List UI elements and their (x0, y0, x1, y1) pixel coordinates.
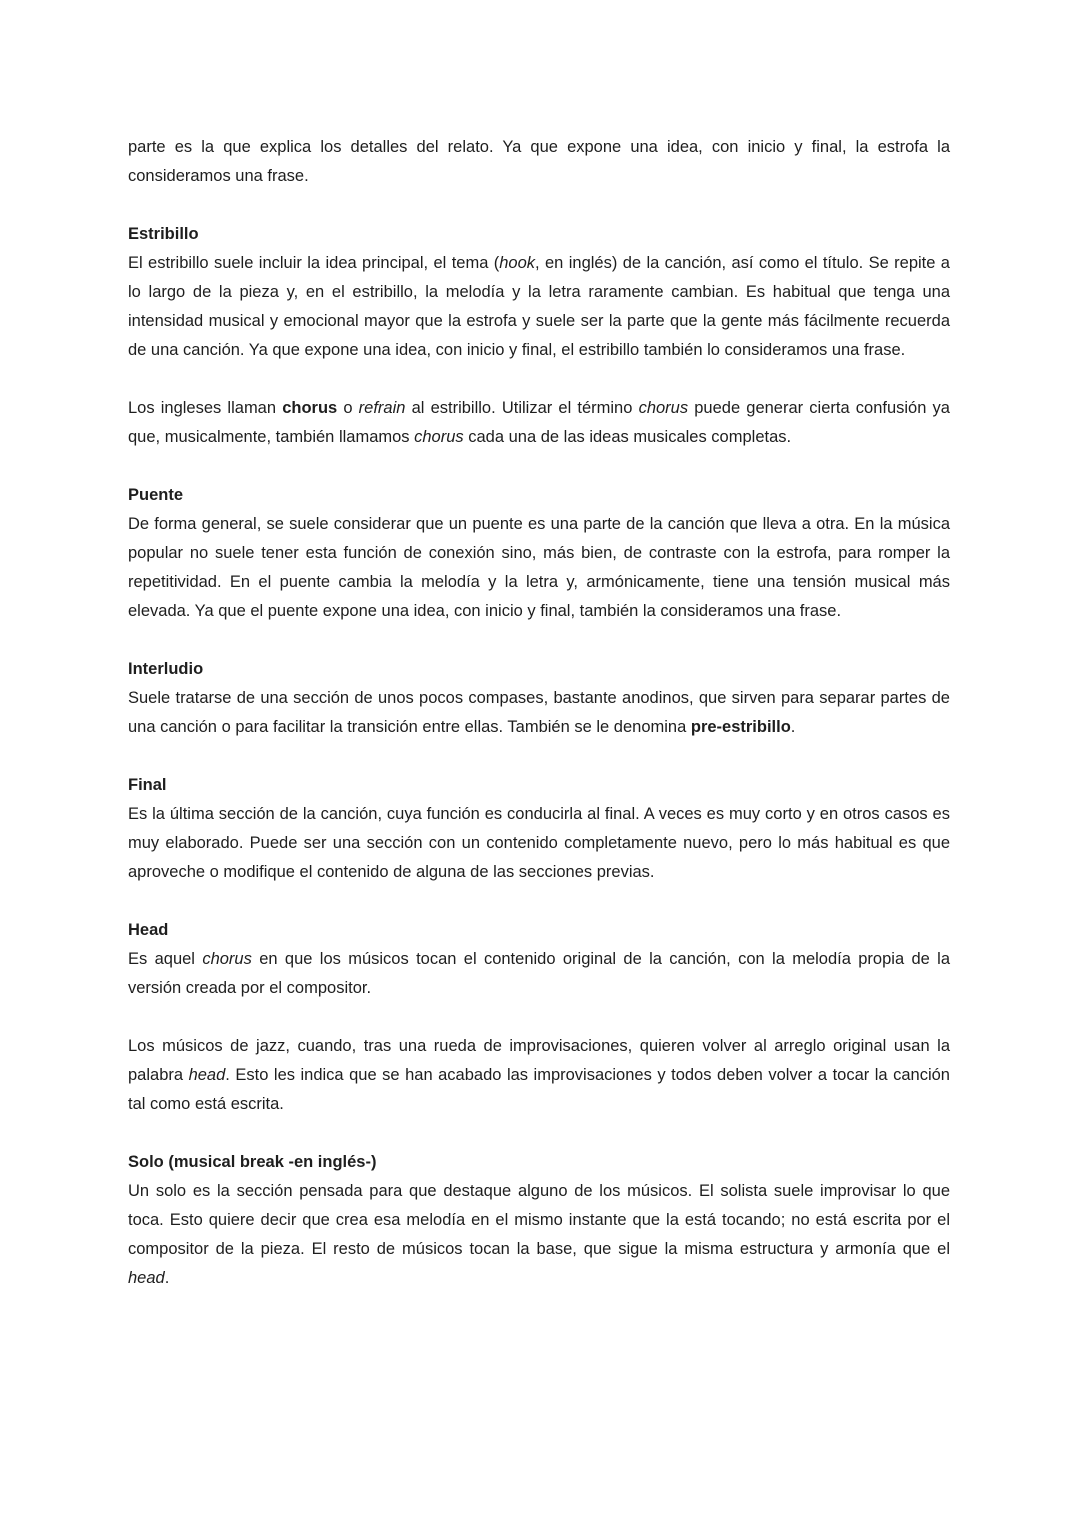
text-run: al estribillo. Utilizar el término (405, 399, 639, 417)
heading-estribillo: Estribillo (128, 225, 199, 243)
paragraph-estribillo-1 (128, 249, 950, 365)
text-run: head (188, 1066, 226, 1084)
text-run: pre-estribillo (690, 718, 791, 736)
heading-final: Final (128, 776, 167, 794)
text-run: Un solo es la sección pensada para que destaque alguno de los músicos. El solista suele improvisar lo que toca. Esto quiere decir que crea esa melodía en el mismo instante que la está tocando; no está escrita por el compositor de la pieza. El resto de músicos tocan la base, que sigue la misma estructura y armonía que el (128, 1182, 950, 1258)
text-run: hook (499, 254, 536, 272)
paragraph-interludio (128, 684, 950, 742)
text-run: Es aquel (128, 950, 203, 968)
text-run: o (337, 399, 359, 417)
text-run: chorus (282, 399, 338, 417)
text-run: cada una de las ideas musicales completas. (463, 428, 792, 446)
text-run: Los músicos de jazz, cuando, tras una rueda de improvisaciones, quieren volver al arreglo original usan la palabra (128, 1037, 950, 1084)
text-run: en que los músicos tocan el contenido original de la canción, con la melodía propia de la versión creada por el compositor. (128, 950, 951, 997)
text-run: . Esto les indica que se han acabado las improvisaciones y todos deben volver a tocar la canción tal como está escrita. (128, 1066, 950, 1113)
text-run: parte es la que explica los detalles del relato. Ya que expone una idea, con inicio y final, la estrofa la consideramos una frase. (128, 138, 950, 185)
paragraph-head-1 (128, 945, 950, 1003)
text-run: Suele tratarse de una sección de unos pocos compases, bastante anodinos, que sirven para separar partes de una canción o para facilitar la transición entre ellas. También se le denomina (128, 689, 950, 736)
text-run: head (128, 1269, 165, 1287)
text-run: . (790, 718, 796, 736)
text-run: , en inglés) de la canción, así como el título. Se repite a lo largo de la pieza y, en el estribillo, la melodía y la letra raramente cambian. Es habitual que tenga una intensidad musical y emocional mayor que la estrofa y suele ser la parte que la gente más fácilmente recuerda de una canción. Ya que expone una idea, con inicio y final, el estribillo también lo consideramos una frase. (128, 254, 950, 359)
paragraph-puente (128, 510, 950, 626)
heading-puente: Puente (128, 486, 184, 504)
heading-solo: Solo (musical break -en inglés-) (128, 1153, 377, 1171)
paragraph-solo (128, 1177, 950, 1293)
text-run: puede generar cierta confusión ya que, musicalmente, también llamamos (128, 399, 950, 446)
text-run: Es la última sección de la canción, cuya función es conducirla al final. A veces es muy corto y en otros casos es muy elaborado. Puede ser una sección con un contenido completamente nuevo, pero lo más habitual es que aproveche o modifique el contenido de alguna de las secciones previas. (128, 805, 950, 881)
text-run: refrain (358, 399, 406, 417)
text-run: De forma general, se suele considerar que un puente es una parte de la canción que lleva a otra. En la música popular no suele tener esta función de conexión sino, más bien, de contraste con la estrofa, para romper la repetitividad. En el puente cambia la melodía y la letra y, armónicamente, tiene una tensión musical más elevada. Ya que el puente expone una idea, con inicio y final, también la consideramos una frase. (128, 515, 950, 620)
paragraph-estrofa-continuation (128, 133, 950, 191)
paragraph-final (128, 800, 950, 887)
heading-head: Head (128, 921, 169, 939)
text-run: chorus (414, 428, 464, 446)
paragraph-head-2 (128, 1032, 950, 1119)
text-run: Los ingleses llaman (128, 399, 283, 417)
text-run: . (164, 1269, 170, 1287)
text-run: chorus (638, 399, 689, 417)
heading-interludio: Interludio (128, 660, 204, 678)
text-run: chorus (202, 950, 252, 968)
text-run: El estribillo suele incluir la idea principal, el tema ( (128, 254, 500, 272)
paragraph-estribillo-2 (128, 394, 950, 452)
